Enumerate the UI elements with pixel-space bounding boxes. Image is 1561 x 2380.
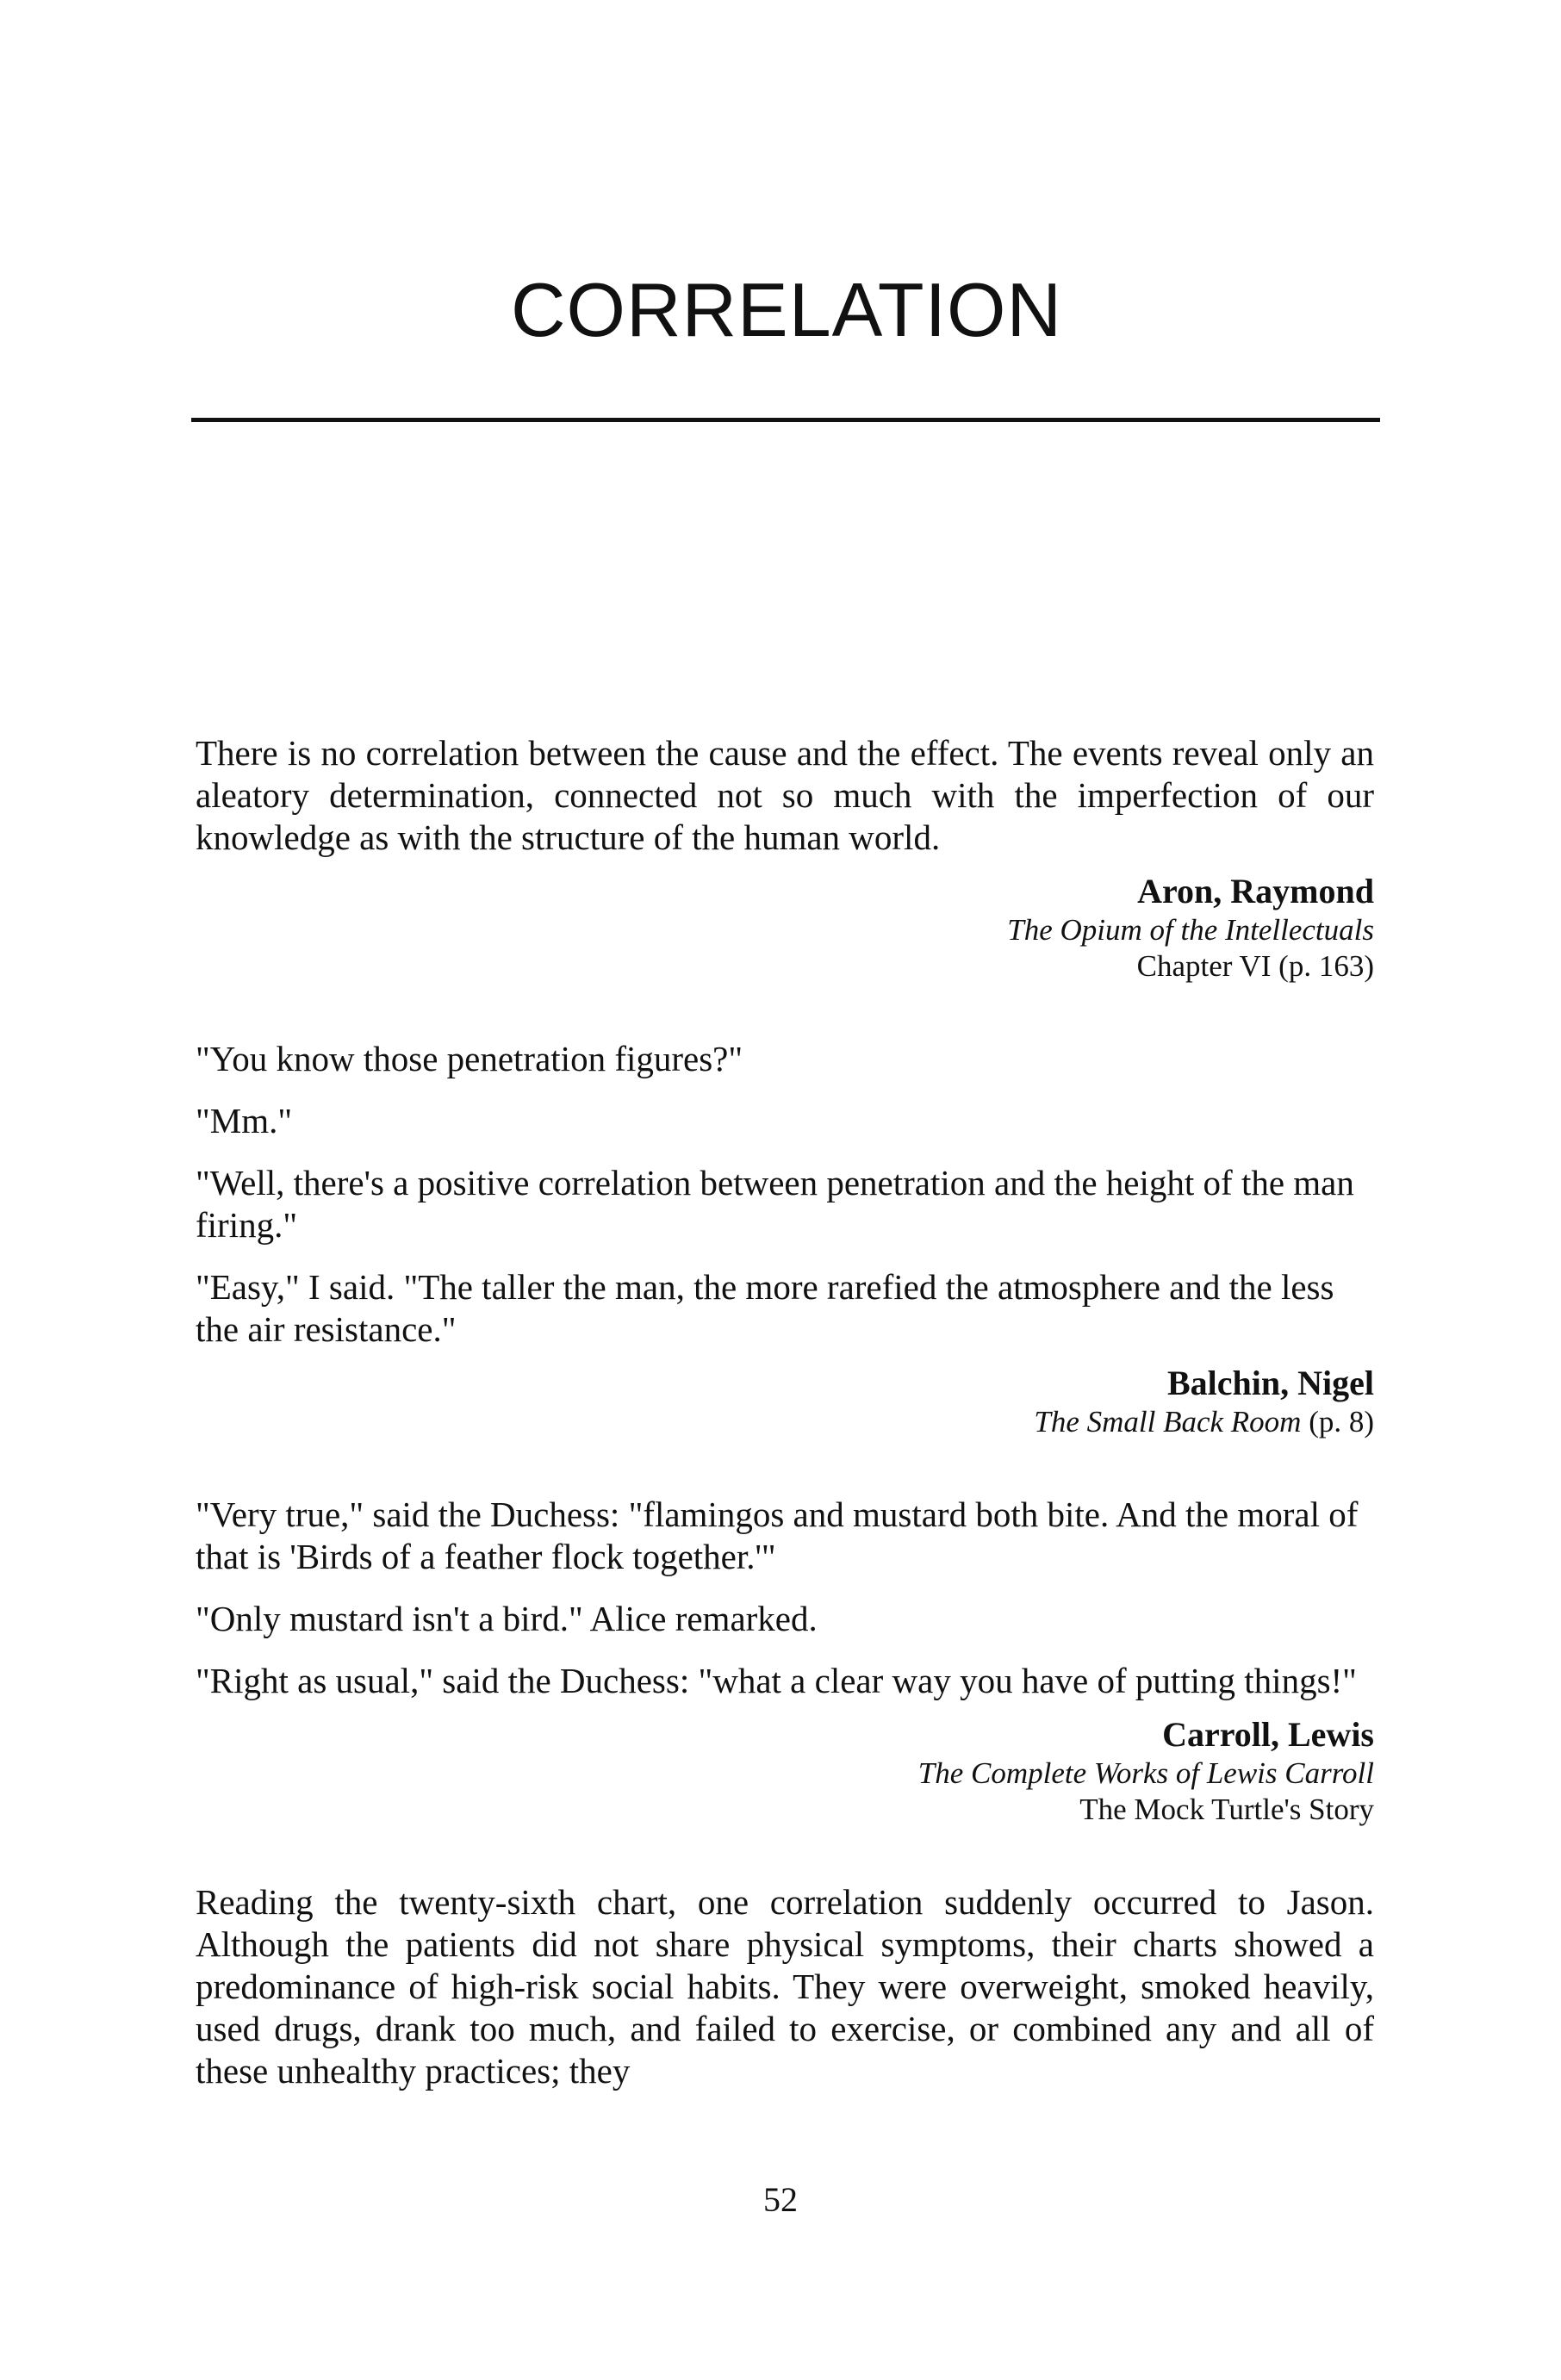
work-title bbox=[196, 1404, 1374, 1440]
quote-paragraph: Reading the twenty-sixth chart, one correlation suddenly occurred to Jason. Although the patients did not share physical symptoms, their charts showed a predominance of high-risk social habits. They were overweight, smoked heavily, used drugs, drank too much, and failed to exercise, or combined any and all of these unhealthy practices; they bbox=[196, 1882, 1374, 2091]
quote-paragraph: "Only mustard isn't a bird." Alice remarked. bbox=[196, 1599, 818, 1638]
quote-paragraph: "You know those penetration figures?" bbox=[196, 1039, 743, 1078]
work-page-ref: (p. 8) bbox=[1301, 1405, 1374, 1439]
section-spacer bbox=[196, 985, 1374, 1038]
quote-entry bbox=[196, 732, 1374, 985]
work-location: Chapter VI (p. 163) bbox=[1136, 949, 1374, 983]
author-name: Carroll, Lewis bbox=[1162, 1715, 1374, 1754]
quote-entry bbox=[196, 1881, 1374, 2092]
attribution bbox=[196, 871, 1374, 985]
quote-paragraph: "Well, there's a positive correlation between penetration and the height of the man firing." bbox=[196, 1163, 1354, 1245]
page-title: CORRELATION bbox=[510, 267, 1063, 352]
work-title: The Complete Works of Lewis Carroll bbox=[917, 1756, 1374, 1790]
page-number: 52 bbox=[763, 2180, 798, 2219]
author-name: Balchin, Nigel bbox=[1166, 1364, 1374, 1402]
author-name: Aron, Raymond bbox=[1137, 872, 1374, 910]
title-underline bbox=[191, 418, 1380, 422]
page-body bbox=[196, 732, 1374, 2092]
work-title: The Opium of the Intellectuals bbox=[1007, 913, 1374, 947]
work-title-text: The Small Back Room bbox=[1034, 1405, 1302, 1439]
quote-paragraph: "Right as usual," said the Duchess: "what a clear way you have of putting things!" bbox=[196, 1661, 1357, 1700]
attribution bbox=[196, 1714, 1374, 1828]
work-location: The Mock Turtle's Story bbox=[1079, 1793, 1374, 1826]
section-spacer bbox=[196, 1440, 1374, 1494]
quote-paragraph: "Easy," I said. "The taller the man, the more rarefied the atmosphere and the less the air resistance." bbox=[196, 1267, 1334, 1349]
quote-entry bbox=[196, 1038, 1374, 1440]
quote-paragraph: There is no correlation between the cause and the effect. The events reveal only an aleatory determination, connected not so much with the imperfection of our knowledge as with the structure of the human world. bbox=[196, 733, 1374, 857]
attribution bbox=[196, 1363, 1374, 1440]
quote-entry bbox=[196, 1494, 1374, 1828]
quote-paragraph: "Mm." bbox=[196, 1101, 293, 1140]
section-spacer bbox=[196, 1828, 1374, 1881]
quote-paragraph: "Very true," said the Duchess: "flamingos and mustard both bite. And the moral of that is 'Birds of a feather flock together.'" bbox=[196, 1494, 1359, 1576]
